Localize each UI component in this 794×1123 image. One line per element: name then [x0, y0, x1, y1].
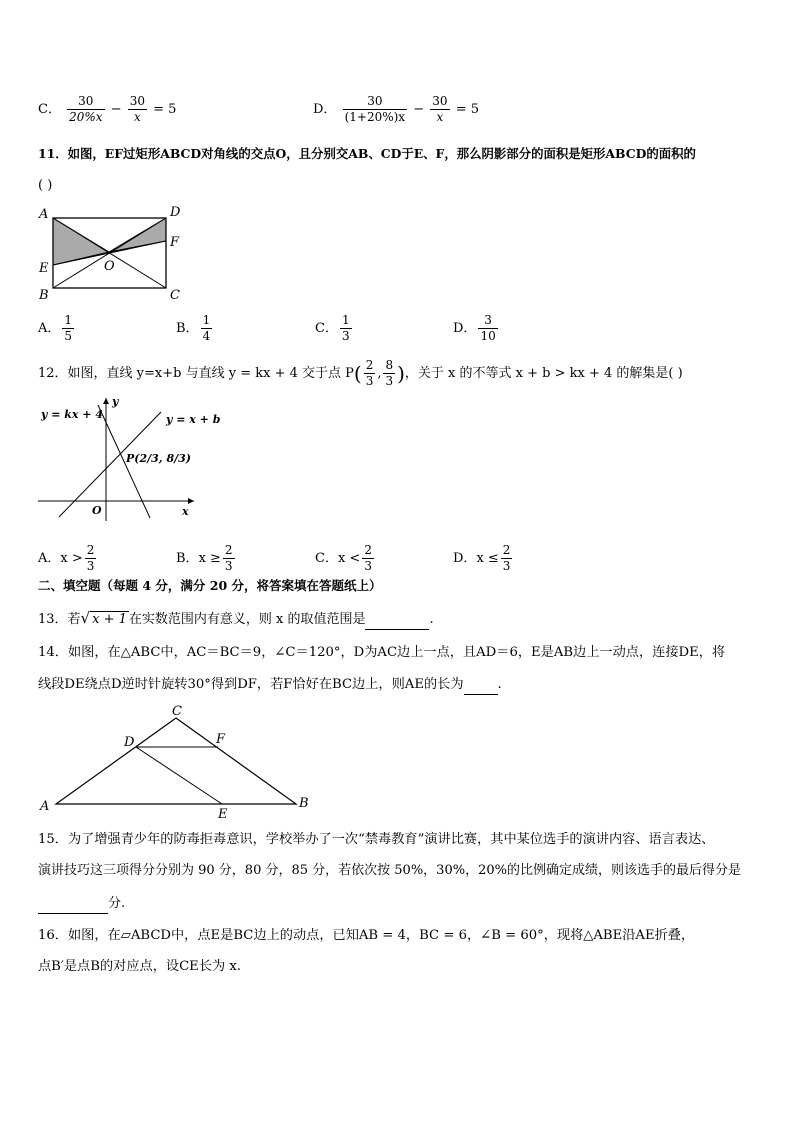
label-o: O [104, 259, 115, 274]
numerator: 2 [502, 543, 511, 557]
denominator: 20%x [69, 110, 103, 124]
q14-line1: 14．如图，在△ABC中，AC＝BC＝9，∠C＝120°，D为AC边上一点，且AD＝6，E是AB边上一动点，连接DE，将 [38, 645, 726, 660]
q16-line2: 点B′是点B的对应点，设CE长为 x. [38, 959, 241, 974]
label-d: D [124, 735, 135, 750]
option-label: D． [453, 321, 477, 336]
label-y-axis: y [112, 395, 119, 408]
stem-part: 在实数范围内有意义，则 x 的取值范围是 [128, 612, 366, 627]
stem-part: 13．若 [38, 612, 81, 627]
triangle-abc [56, 718, 296, 804]
label-f: F [216, 732, 226, 747]
inequality: x ≤ [476, 551, 499, 566]
fraction [430, 94, 449, 125]
stem-part: 分. [108, 896, 126, 911]
numerator: 30 [432, 94, 448, 108]
q11-option-a [38, 313, 76, 344]
denominator: 4 [202, 329, 211, 343]
q11-answer-paren: ( ) [38, 178, 53, 193]
option-label: A． [38, 551, 61, 566]
fraction [364, 358, 376, 389]
fraction [362, 543, 374, 574]
numerator: 2 [224, 543, 233, 557]
equation-rhs: = 5 [153, 102, 177, 117]
denominator: 3 [502, 559, 511, 573]
denominator: 3 [86, 559, 95, 573]
q12-option-b [176, 543, 237, 574]
q13-stem [38, 608, 434, 630]
label-point-p: P(2/3, 8/3) [126, 452, 191, 465]
q14-line2 [38, 675, 502, 695]
minus-sign: − [413, 102, 425, 117]
answer-blank[interactable] [365, 615, 429, 630]
fraction [223, 543, 235, 574]
answer-blank[interactable] [38, 899, 108, 914]
numerator: 30 [343, 94, 408, 110]
q12-option-d [453, 543, 514, 574]
q15-line3 [38, 894, 125, 914]
option-label: C． [315, 551, 338, 566]
label-a: A [40, 799, 50, 814]
label-c: C [172, 704, 182, 719]
q12-option-a [38, 543, 98, 574]
option-label: D． [453, 551, 477, 566]
label-line-xb: y = x + b [166, 413, 221, 426]
comma: , [377, 366, 382, 381]
numerator: 1 [341, 313, 350, 327]
denominator: 3 [341, 329, 350, 343]
denominator: x [133, 110, 141, 124]
fraction [62, 313, 74, 344]
fraction [343, 94, 408, 125]
numerator: 2 [364, 543, 372, 557]
period: . [497, 677, 502, 692]
option-label: B． [176, 321, 199, 336]
label-b: B [299, 796, 309, 811]
answer-blank[interactable] [464, 680, 498, 695]
label-x-axis: x [182, 505, 189, 518]
q11-option-c [315, 313, 354, 344]
q11-stem: 11．如图，EF过矩形ABCD对角线的交点O，且分别交AB、CD于E、F，那么阴影部分的面积是矩形ABCD的面积的 [38, 146, 696, 161]
fraction [67, 94, 104, 125]
q15-line1: 15．为了增强青少年的防毒拒毒意识，学校举办了一次“禁毒教育”演讲比赛，其中某位选手的演讲内容、语言表达、 [38, 832, 715, 847]
denominator: 5 [64, 329, 73, 343]
fraction [501, 543, 513, 574]
q14-triangle-figure [36, 700, 326, 822]
stem-part: 12．如图，直线 y=x+b 与直线 y = kx + 4 交于点 P [38, 366, 354, 381]
equation-rhs: = 5 [455, 102, 479, 117]
inequality: x > [60, 551, 83, 566]
numerator: 3 [478, 313, 497, 329]
q11-rectangle-figure [34, 200, 194, 306]
q12-option-c [315, 543, 376, 574]
fraction [340, 313, 352, 344]
fraction [128, 94, 147, 125]
inequality: x < [337, 551, 361, 566]
numerator: 8 [385, 358, 394, 372]
paren-open: ( [353, 361, 362, 386]
denominator: (1+20%)x [344, 110, 406, 124]
fraction [383, 358, 395, 389]
label-a: A [39, 207, 49, 222]
fraction [478, 313, 497, 344]
period: . [429, 612, 434, 627]
q12-graph [34, 390, 224, 525]
q15-line2: 演讲技巧这三项得分分别为 90 分，80 分，85 分，若依次按 50%，30%，20%的比例确定成绩，则该选手的最后得分是 [38, 863, 741, 878]
paren-close: ) [397, 361, 405, 386]
option-label: C． [38, 102, 61, 117]
q16-line1: 16．如图，在▱ABCD中，点E是BC边上的动点，已知AB = 4，BC = 6，∠B = 60°，现将△ABE沿AE折叠， [38, 928, 695, 943]
option-label: B． [176, 551, 199, 566]
label-c: C [170, 288, 180, 303]
denominator: 3 [385, 374, 394, 388]
section-heading-fill-in: 二、填空题（每题 4 分，满分 20 分，将答案填在答题纸上） [38, 578, 382, 593]
q11-option-b [176, 313, 214, 344]
inequality: x ≥ [198, 551, 221, 566]
numerator: 1 [202, 313, 211, 327]
label-line-kx4: y = kx + 4 [41, 408, 103, 421]
denominator: 3 [365, 374, 374, 388]
q11-option-d [453, 313, 500, 344]
sqrt-sign: √ [80, 609, 91, 627]
option-label: D． [313, 102, 337, 117]
denominator: x [436, 110, 444, 124]
numerator: 2 [86, 543, 95, 557]
numerator: 30 [129, 94, 146, 108]
q10-option-d [313, 94, 479, 125]
option-label: C． [315, 321, 338, 336]
label-e: E [39, 261, 49, 276]
label-b: B [39, 288, 49, 303]
numerator: 1 [64, 313, 73, 327]
numerator: 30 [67, 94, 104, 110]
label-origin: O [92, 504, 102, 517]
minus-sign: − [110, 102, 122, 117]
fraction [85, 543, 97, 574]
denominator: 10 [480, 329, 496, 343]
label-e: E [218, 807, 228, 822]
radicand: x + 1 [92, 612, 127, 627]
numerator: 2 [365, 358, 374, 372]
q10-option-c [38, 94, 176, 125]
denominator: 3 [364, 559, 372, 573]
segment-de [136, 747, 222, 804]
fraction [201, 313, 213, 344]
stem-part: 线段DE绕点D逆时针旋转30°得到DF，若F恰好在BC边上，则AE的长为 [38, 677, 464, 692]
label-f: F [170, 235, 180, 250]
q12-stem [38, 358, 683, 389]
label-d: D [170, 205, 181, 220]
stem-part: ，关于 x 的不等式 x + b > kx + 4 的解集是( ) [404, 366, 683, 381]
option-label: A． [38, 321, 61, 336]
denominator: 3 [224, 559, 233, 573]
